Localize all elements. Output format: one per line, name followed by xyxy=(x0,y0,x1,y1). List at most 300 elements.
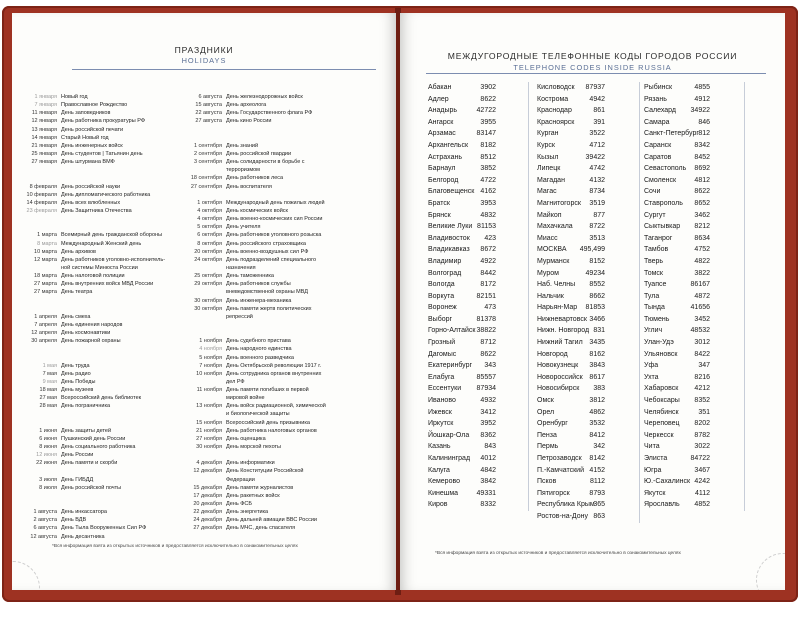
holiday-row xyxy=(22,378,212,386)
dial-code: 423 xyxy=(484,234,496,242)
holiday-row xyxy=(22,272,212,280)
dial-code: 8362 xyxy=(480,431,496,439)
city-name: Сургут xyxy=(644,211,666,219)
holiday-row xyxy=(22,150,212,158)
dial-code: 8332 xyxy=(480,501,496,509)
city-name: Улан-Удэ xyxy=(644,339,674,347)
city-code-row xyxy=(644,82,744,94)
dial-code: 8552 xyxy=(589,281,605,289)
city-name: Екатеринбург xyxy=(428,362,473,370)
city-code-row xyxy=(644,488,744,500)
city-name: Калининград xyxy=(428,455,471,462)
city-name: Мурманск xyxy=(537,257,570,265)
holiday-row xyxy=(187,150,392,158)
holiday-name: День Государственного флага РФ xyxy=(226,110,313,117)
holiday-name: вневедомственной охраны МВД xyxy=(226,289,309,296)
holiday-name: День Защитника Отечества xyxy=(61,207,132,214)
holiday-name: День архивов xyxy=(61,248,96,255)
spacer xyxy=(22,500,212,508)
holiday-row xyxy=(187,288,392,296)
city-name: Кызыл xyxy=(537,153,559,161)
spacer xyxy=(187,191,392,199)
holiday-name: День ГИБДД xyxy=(61,476,94,483)
holiday-date xyxy=(187,288,226,296)
city-code-row xyxy=(428,82,530,94)
spacer xyxy=(22,467,212,475)
dial-code: 3812 xyxy=(589,397,605,405)
dial-code: 8422 xyxy=(694,350,710,358)
holiday-name: Всероссийский день призывника xyxy=(226,419,310,426)
holiday-date: 2 августа xyxy=(33,517,57,524)
city-code-row xyxy=(537,117,639,129)
holiday-row xyxy=(22,117,212,125)
holiday-date: 21 ноября xyxy=(196,427,222,434)
dial-code: 42722 xyxy=(476,107,496,115)
city-name: Владикавказ xyxy=(428,246,470,254)
holiday-row xyxy=(187,484,392,492)
holiday-name: День театра xyxy=(61,289,93,296)
holiday-name: День памяти погибших в первой xyxy=(226,387,309,394)
city-name: Орел xyxy=(537,408,555,416)
city-name: Нижн. Новгород xyxy=(537,327,590,335)
holiday-name: День археолога xyxy=(226,102,267,109)
city-code-row xyxy=(644,441,744,453)
holiday-date: 15 августа xyxy=(195,102,222,109)
holiday-row xyxy=(187,313,392,321)
holiday-row xyxy=(187,215,392,223)
dial-code: 831 xyxy=(593,327,605,335)
city-code-row xyxy=(428,152,530,164)
dial-code: 3843 xyxy=(589,362,605,370)
city-code-row xyxy=(644,499,744,511)
city-code-row xyxy=(537,198,639,210)
dial-code: 8352 xyxy=(694,397,710,405)
city-name: Магас xyxy=(537,188,557,196)
holiday-name: День Октябрьской революции 1917 г. xyxy=(226,362,322,369)
city-code-row xyxy=(644,198,744,210)
dial-code: 4922 xyxy=(480,257,496,265)
city-name: Смоленск xyxy=(644,176,677,184)
holiday-date: 8 июня xyxy=(39,444,57,451)
city-code-row xyxy=(537,221,639,233)
dial-code: 3519 xyxy=(589,199,605,207)
city-name: Курган xyxy=(537,130,559,138)
dial-code: 3955 xyxy=(480,118,496,126)
dial-code: 843 xyxy=(484,443,496,451)
holiday-row xyxy=(22,313,212,321)
city-name: Анадырь xyxy=(428,107,458,115)
city-name: Абакан xyxy=(428,84,452,91)
city-code-row xyxy=(644,430,744,442)
holiday-name: День работников службы xyxy=(226,281,291,288)
holiday-date: 12 августа xyxy=(30,533,57,540)
city-name: Благовещенск xyxy=(428,188,475,196)
holiday-date: 24 октября xyxy=(194,256,222,263)
holiday-row xyxy=(22,158,212,166)
city-name: Ярославль xyxy=(644,501,680,509)
city-code-row xyxy=(644,128,744,140)
city-name: Йошкар-Ола xyxy=(428,431,470,439)
city-name: Курск xyxy=(537,141,555,149)
city-code-row xyxy=(428,488,530,500)
holiday-row xyxy=(187,109,392,117)
dial-code: 3466 xyxy=(589,315,605,323)
holiday-date: 10 ноября xyxy=(196,370,222,377)
holiday-row xyxy=(22,191,212,199)
phone-codes-header-rule xyxy=(426,73,766,74)
city-name: Саратов xyxy=(644,153,672,161)
dial-code: 4942 xyxy=(589,95,605,103)
holiday-date: 13 ноября xyxy=(196,403,222,410)
city-name: Челябинск xyxy=(644,408,679,416)
dial-code: 8162 xyxy=(589,350,605,358)
dial-code: 4842 xyxy=(480,466,496,474)
city-name: Тында xyxy=(644,304,665,312)
dial-code: 8212 xyxy=(694,223,710,231)
city-code-row xyxy=(537,383,639,395)
city-name: Иваново xyxy=(428,397,456,405)
dial-code: 8782 xyxy=(694,431,710,439)
city-code-row xyxy=(537,291,639,303)
city-name: Воркута xyxy=(428,292,455,300)
corner-stitch-right xyxy=(756,553,785,590)
holiday-row xyxy=(22,402,212,410)
city-name: Саранск xyxy=(644,141,672,149)
dial-code: 343 xyxy=(484,362,496,370)
spacer xyxy=(22,345,212,353)
city-name: Арзамас xyxy=(428,130,456,138)
dial-code: 3952 xyxy=(480,420,496,428)
holiday-row xyxy=(187,231,392,239)
codes-column-3 xyxy=(644,82,744,511)
city-code-row xyxy=(428,233,530,245)
holiday-row xyxy=(22,321,212,329)
codes-column-1 xyxy=(428,82,530,511)
dial-code: 351 xyxy=(698,408,710,416)
city-name: Югра xyxy=(644,466,662,474)
dial-code: 49331 xyxy=(476,489,496,497)
city-code-row xyxy=(644,314,744,326)
holiday-name: День работника прокуратуры РФ xyxy=(61,118,146,125)
holiday-row xyxy=(187,183,392,191)
dial-code: 8142 xyxy=(589,455,605,462)
dial-code: 48532 xyxy=(690,327,710,335)
holiday-date: 18 марта xyxy=(34,273,57,280)
holiday-row xyxy=(22,264,212,272)
dial-code: 812 xyxy=(698,130,710,138)
spacer xyxy=(22,174,212,182)
city-code-row xyxy=(428,407,530,419)
holiday-name: День работника налоговых органов xyxy=(226,427,317,434)
holiday-date xyxy=(187,313,226,321)
city-code-row xyxy=(537,325,639,337)
holiday-date: 12 марта xyxy=(34,256,57,263)
holiday-date: 7 мая xyxy=(42,370,57,377)
city-code-row xyxy=(537,418,639,430)
holiday-date: 29 октября xyxy=(194,281,222,288)
city-code-row xyxy=(537,140,639,152)
city-code-row xyxy=(428,268,530,280)
holiday-date: 1 августа xyxy=(33,509,57,516)
holiday-row xyxy=(22,427,212,435)
dial-code: 3412 xyxy=(480,408,496,416)
holiday-name: День космонавтики xyxy=(61,330,111,337)
city-name: Наб. Челны xyxy=(537,281,576,289)
city-name: Туапсе xyxy=(644,281,667,289)
holiday-name: День работников уголовного розыска xyxy=(226,232,322,239)
city-name: Тверь xyxy=(644,257,664,265)
dial-code: 8617 xyxy=(589,373,605,381)
holiday-name: День российской гвардии xyxy=(226,150,292,157)
city-name: Грозный xyxy=(428,339,456,347)
holiday-name: День работников уголовно-исполнитель- xyxy=(61,256,166,263)
city-name: Новосибирск xyxy=(537,385,580,393)
city-name: Углич xyxy=(644,327,663,335)
city-code-row xyxy=(644,94,744,106)
dial-code: 8734 xyxy=(589,188,605,196)
dial-code: 4722 xyxy=(480,176,496,184)
holiday-name: Старый Новый год xyxy=(61,134,109,141)
city-code-row xyxy=(537,152,639,164)
dial-code: 8342 xyxy=(694,141,710,149)
holiday-name: День Тыла Вооруженных Сил РФ xyxy=(61,525,147,532)
holiday-row xyxy=(187,305,392,313)
city-code-row xyxy=(428,441,530,453)
city-code-row xyxy=(428,244,530,256)
city-code-row xyxy=(537,279,639,291)
holiday-name: День внутренних войск МВД России xyxy=(61,281,154,288)
holiday-date: 9 мая xyxy=(42,378,57,385)
holiday-row xyxy=(22,199,212,207)
holiday-name: День штурмана ВМФ xyxy=(61,159,115,166)
city-code-row xyxy=(644,349,744,361)
city-code-row xyxy=(644,210,744,222)
city-name: Элиста xyxy=(644,455,668,462)
dial-code: 81853 xyxy=(585,304,605,312)
city-code-row xyxy=(644,186,744,198)
dial-code: 4832 xyxy=(480,211,496,219)
holiday-name: День сотрудника органов внутренних xyxy=(226,370,322,377)
dial-code: 49234 xyxy=(585,269,605,277)
spacer xyxy=(22,166,212,174)
city-name: Брянск xyxy=(428,211,451,219)
holiday-date: 2 сентября xyxy=(193,150,222,157)
city-name: Кисловодск xyxy=(537,84,575,91)
holiday-row xyxy=(187,345,392,353)
holiday-date: 3 июля xyxy=(39,476,57,483)
holiday-row xyxy=(22,240,212,248)
holiday-name: День ВДВ xyxy=(61,517,87,524)
holiday-date: 1 марта xyxy=(37,232,57,239)
city-name: Архангельск xyxy=(428,141,469,149)
holiday-row xyxy=(22,288,212,296)
holiday-name: Православное Рождество xyxy=(61,102,128,109)
dial-code: 4132 xyxy=(589,176,605,184)
dial-code: 3842 xyxy=(480,478,496,486)
dial-code: 3822 xyxy=(694,269,710,277)
holiday-row xyxy=(187,174,392,182)
holiday-row xyxy=(187,500,392,508)
city-name: Ессентуки xyxy=(428,385,462,393)
city-code-row xyxy=(428,256,530,268)
holiday-date: 10 февраля xyxy=(26,191,57,198)
city-code-row xyxy=(537,372,639,384)
holiday-row xyxy=(22,109,212,117)
holiday-name: День военно-воздушных сил РФ xyxy=(226,248,309,255)
city-code-row xyxy=(537,349,639,361)
holiday-row xyxy=(22,231,212,239)
holiday-date: 30 апреля xyxy=(31,338,57,345)
holiday-name: День Конституции Российской xyxy=(226,468,304,475)
dial-code: 863 xyxy=(593,512,605,520)
city-code-row xyxy=(428,465,530,477)
city-code-row xyxy=(644,453,744,465)
dial-code: 4752 xyxy=(694,246,710,254)
column-separator xyxy=(639,82,640,523)
holiday-date: 8 июля xyxy=(39,484,57,491)
codes-column-2 xyxy=(537,82,639,523)
dial-code: 4822 xyxy=(694,257,710,265)
city-name: Салехард xyxy=(644,107,676,115)
holiday-name: День судебного пристава xyxy=(226,338,291,345)
city-name: Магнитогорск xyxy=(537,199,581,207)
dial-code: 38822 xyxy=(476,327,496,335)
dial-code: 8412 xyxy=(589,431,605,439)
holiday-name: День радио xyxy=(61,370,91,377)
dial-code: 391 xyxy=(593,118,605,126)
holiday-name: День знаний xyxy=(226,142,259,149)
holiday-row xyxy=(22,451,212,459)
city-code-row xyxy=(428,453,530,465)
holiday-date: 1 октября xyxy=(197,199,222,206)
holiday-date: 1 ноября xyxy=(199,338,222,345)
city-name: Самара xyxy=(644,118,670,126)
dial-code: 4912 xyxy=(694,95,710,103)
city-name: Ульяновск xyxy=(644,350,678,358)
holiday-date: 18 сентября xyxy=(190,175,222,182)
city-name: МОСКВА xyxy=(537,246,567,254)
holiday-date: 17 декабря xyxy=(193,492,222,499)
holiday-date xyxy=(187,166,226,174)
holiday-name: День таможенника xyxy=(226,273,274,280)
holiday-name: День труда xyxy=(61,362,90,369)
dial-code: 8652 xyxy=(694,199,710,207)
city-name: Ростов-на-Дону xyxy=(537,512,588,520)
city-name: Новгород xyxy=(537,350,568,358)
dial-code: 4152 xyxy=(589,466,605,474)
holiday-row xyxy=(22,370,212,378)
corner-stitch-left xyxy=(12,561,40,590)
holiday-name: Всероссийский день библиотек xyxy=(61,395,142,402)
holiday-date: 27 августа xyxy=(195,118,222,125)
dial-code: 3522 xyxy=(589,130,605,138)
holiday-date: 11 января xyxy=(31,110,57,117)
holiday-row xyxy=(187,394,392,402)
dial-code: 84722 xyxy=(690,455,710,462)
dial-code: 8216 xyxy=(694,373,710,381)
dial-code: 4112 xyxy=(694,489,710,497)
dial-code: 4742 xyxy=(589,165,605,173)
city-code-row xyxy=(644,175,744,187)
city-code-row xyxy=(428,302,530,314)
city-code-row xyxy=(537,430,639,442)
city-code-row xyxy=(428,221,530,233)
holiday-row xyxy=(187,459,392,467)
holiday-date: 3 сентября xyxy=(193,159,222,166)
city-code-row xyxy=(644,163,744,175)
holiday-name: День подразделений специального xyxy=(226,256,317,263)
city-code-row xyxy=(428,395,530,407)
holiday-name: Всемирный день гражданской обороны xyxy=(61,232,163,239)
holiday-row xyxy=(187,207,392,215)
spacer xyxy=(22,419,212,427)
dial-code: 8442 xyxy=(480,269,496,277)
holiday-date: 20 октября xyxy=(194,248,222,255)
city-name: Кинешма xyxy=(428,489,459,497)
city-code-row xyxy=(537,407,639,419)
city-code-row xyxy=(644,360,744,372)
holiday-date: 22 августа xyxy=(195,110,222,117)
spacer xyxy=(22,410,212,418)
holiday-row xyxy=(187,101,392,109)
city-name: Воронеж xyxy=(428,304,457,312)
city-name: Астрахань xyxy=(428,153,462,161)
holiday-row xyxy=(187,354,392,362)
holiday-name: и биологической защиты xyxy=(226,411,290,418)
holiday-name: ной системы Минюста России xyxy=(61,264,138,271)
holiday-date: 7 января xyxy=(34,102,57,109)
city-code-row xyxy=(428,198,530,210)
holiday-date: 1 сентября xyxy=(193,142,222,149)
holiday-date: 6 августа xyxy=(33,525,57,532)
city-name: Казань xyxy=(428,443,451,451)
city-code-row xyxy=(537,163,639,175)
dial-code: 8152 xyxy=(589,257,605,265)
holiday-name: День ФСБ xyxy=(226,501,252,508)
holiday-row xyxy=(22,362,212,370)
city-code-row xyxy=(428,175,530,187)
holiday-name: мировой войне xyxy=(226,395,265,402)
city-code-row xyxy=(537,499,639,511)
holidays-column-1 xyxy=(22,93,212,541)
holiday-date: 27 декабря xyxy=(193,525,222,532)
holiday-date: 18 мая xyxy=(39,387,57,394)
holiday-row xyxy=(187,337,392,345)
holiday-row xyxy=(22,476,212,484)
dial-code: 87937 xyxy=(585,84,605,91)
holiday-date: 30 октября xyxy=(194,297,222,304)
city-code-row xyxy=(428,117,530,129)
holiday-row xyxy=(22,394,212,402)
city-code-row xyxy=(537,453,639,465)
holiday-date: 8 октября xyxy=(197,240,222,247)
holiday-date: 6 августа xyxy=(198,94,222,100)
holiday-name: День дипломатического работника xyxy=(61,191,151,198)
dial-code: 4162 xyxy=(480,188,496,196)
holiday-name: День единения народов xyxy=(61,321,123,328)
holiday-date: 28 мая xyxy=(39,403,57,410)
city-name: Томск xyxy=(644,269,663,277)
dial-code: 4852 xyxy=(694,501,710,509)
city-code-row xyxy=(644,372,744,384)
city-code-row xyxy=(428,105,530,117)
holiday-name: День энергетика xyxy=(226,509,269,516)
holidays-title: ПРАЗДНИКИ xyxy=(174,45,234,55)
dial-code: 347 xyxy=(698,362,710,370)
dial-code: 383 xyxy=(593,385,605,393)
holiday-date: 1 января xyxy=(34,94,57,100)
holiday-name: День российской науки xyxy=(61,183,121,190)
